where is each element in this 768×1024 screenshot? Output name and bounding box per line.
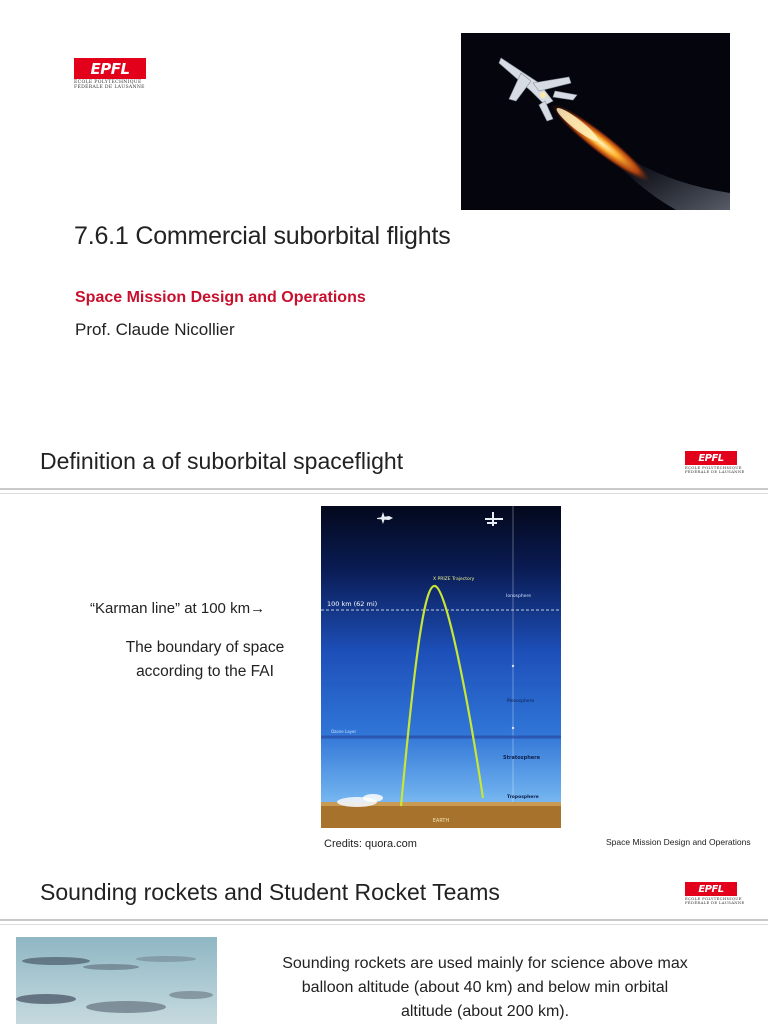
- divider: [0, 919, 768, 925]
- boundary-line-1: The boundary of space: [125, 639, 285, 656]
- slide-footer: Space Mission Design and Operations: [606, 837, 751, 847]
- professor-name: Prof. Claude Nicollier: [75, 320, 235, 339]
- ozone-label: Ozone Layer: [331, 729, 357, 734]
- xprize-label: X PRIZE Trajectory: [433, 577, 475, 582]
- epfl-logo-mark: EPFL: [685, 451, 737, 465]
- epfl-logo-small: [685, 882, 745, 905]
- spaceship-illustration: [461, 33, 730, 210]
- epfl-logo: [74, 58, 146, 91]
- epfl-logo-mark: EPFL: [685, 882, 737, 896]
- epfl-logo-mark: EPFL: [74, 58, 146, 79]
- boundary-description: [100, 636, 310, 684]
- earth-label: EARTH: [432, 818, 450, 824]
- boundary-line-2: according to the FAI: [136, 663, 274, 680]
- sounding-line-2: balloon altitude (about 40 km) and below min orbital: [301, 979, 669, 996]
- image-credits: Credits: quora.com: [324, 838, 417, 850]
- atmosphere-diagram: [321, 506, 561, 828]
- ionosphere-label: Ionosphere: [506, 594, 532, 599]
- divider: [0, 488, 768, 494]
- atmosphere-diagram-svg: [321, 506, 561, 828]
- slide-heading-sounding-rockets: Sounding rockets and Student Rocket Teams: [40, 879, 500, 905]
- slide-heading-suborbital-definition: Definition a of suborbital spaceflight: [40, 448, 404, 474]
- karman-line-label: 100 km (62 mi): [327, 600, 378, 608]
- slide-title: 7.6.1 Commercial suborbital flights: [74, 222, 451, 250]
- epfl-logo-line1: ÉCOLE POLYTECHNIQUE: [685, 465, 742, 470]
- epfl-logo-line2: FÉDÉRALE DE LAUSANNE: [685, 899, 745, 905]
- troposphere-label: Troposphere: [507, 795, 539, 800]
- sky-illustration: [16, 937, 217, 1024]
- spaceship-photo: [461, 33, 730, 210]
- epfl-logo-line1: ÉCOLE POLYTECHNIQUE: [685, 896, 742, 901]
- sounding-rockets-description: [236, 952, 734, 1024]
- stratosphere-label: Stratosphere: [503, 755, 541, 761]
- karman-line-callout: “Karman line” at 100 km→: [90, 600, 266, 617]
- sky-photo: [16, 937, 217, 1024]
- course-name: Space Mission Design and Operations: [75, 289, 366, 306]
- epfl-logo-small: [685, 451, 745, 474]
- sounding-line-1: Sounding rockets are used mainly for science above max: [282, 955, 688, 972]
- mesosphere-label: Mesosphere: [507, 699, 535, 704]
- sounding-line-3: altitude (about 200 km).: [400, 1003, 570, 1020]
- epfl-logo-line2: FÉDÉRALE DE LAUSANNE: [74, 84, 145, 90]
- epfl-logo-line1: ÉCOLE POLYTECHNIQUE: [74, 80, 142, 85]
- epfl-logo-line2: FÉDÉRALE DE LAUSANNE: [685, 468, 745, 474]
